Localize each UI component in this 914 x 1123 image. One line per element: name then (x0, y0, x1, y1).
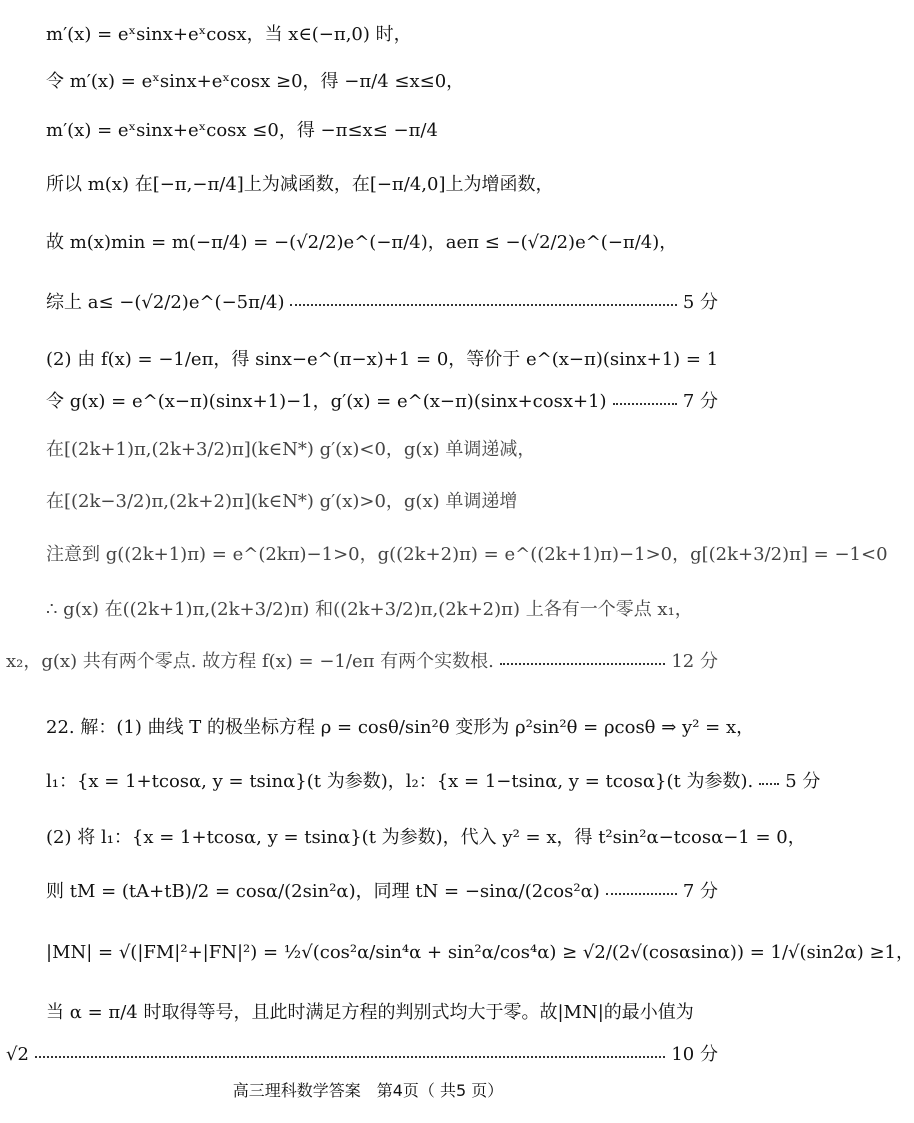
line-11: 注意到 g((2k+1)π) = e^(2kπ)−1>0，g((2k+2)π) = e^((2k+1)π)−1>0，g[(2k+3/2)π] = −1<0 (46, 544, 888, 565)
page-footer: 高三理科数学答案 第4页（ 共5 页） (232, 1081, 504, 1100)
leader-dots (500, 659, 665, 665)
leader-dots (290, 300, 676, 306)
line-13: x₂，g(x) 共有两个零点. 故方程 f(x) = −1/eπ 有两个实数根. 12 分 (6, 651, 718, 672)
leader-dots (613, 399, 677, 405)
score-label: 7 分 (682, 881, 718, 902)
line-8: 令 g(x) = e^(x−π)(sinx+1)−1，g′(x) = e^(x−π)(sinx+cosx+1) 7 分 (46, 391, 718, 412)
line-10: 在[(2k−3/2)π,(2k+2)π](k∈N*) g′(x)>0，g(x) 单调递增 (46, 491, 518, 512)
line-17: 则 tM = (tA+tB)/2 = cosα/(2sin²α)，同理 tN = −sinα/(2cos²α) 7 分 (46, 881, 718, 902)
score-label: 5 分 (785, 771, 821, 792)
line-18: |MN| = √(|FM|²+|FN|²) = ½√(cos²α/sin⁴α + sin²α/cos⁴α) ≥ √2/(2√(cosαsinα)) = 1/√(sin2α) ≥1， (46, 942, 914, 963)
line-5: 故 m(x)min = m(−π/4) = −(√2/2)e^(−π/4)，aeπ ≤ −(√2/2)e^(−π/4)， (46, 232, 678, 253)
line-9: 在[(2k+1)π,(2k+3/2)π](k∈N*) g′(x)<0，g(x) 单调递减， (46, 439, 536, 460)
line-14: 22. 解：(1) 曲线 T 的极坐标方程 ρ = cosθ/sin²θ 变形为 ρ²sin²θ = ρcosθ ⇒ y² = x， (46, 717, 755, 738)
line-20: √2 10 分 (6, 1044, 718, 1065)
line-7: (2) 由 f(x) = −1/eπ，得 sinx−e^(π−x)+1 = 0，等价于 e^(x−π)(sinx+1) = 1 (46, 349, 719, 370)
leader-dots (759, 779, 779, 785)
line-3: m′(x) = eˣsinx+eˣcosx ≤0，得 −π≤x≤ −π/4 (46, 120, 438, 141)
line-15: l₁：{x = 1+tcosα, y = tsinα}(t 为参数)，l₂：{x = 1−tsinα, y = tcosα}(t 为参数). 5 分 (46, 771, 821, 792)
score-label: 5 分 (682, 292, 718, 313)
leader-dots (35, 1052, 665, 1058)
line-6: 综上 a≤ −(√2/2)e^(−5π/4) 5 分 (46, 292, 718, 313)
leader-dots (606, 889, 677, 895)
line-12: ∴ g(x) 在((2k+1)π,(2k+3/2)π) 和((2k+3/2)π,(2k+2)π) 上各有一个零点 x₁， (46, 599, 693, 620)
line-2: 令 m′(x) = eˣsinx+eˣcosx ≥0，得 −π/4 ≤x≤0， (46, 71, 465, 92)
line-1: m′(x) = eˣsinx+eˣcosx，当 x∈(−π,0) 时， (46, 24, 412, 45)
score-label: 10 分 (671, 1044, 718, 1065)
score-label: 12 分 (671, 651, 718, 672)
line-16: (2) 将 l₁：{x = 1+tcosα, y = tsinα}(t 为参数)，代入 y² = x，得 t²sin²α−tcosα−1 = 0， (46, 827, 806, 848)
line-19: 当 α = π/4 时取得等号，且此时满足方程的判别式均大于零。故|MN|的最小值为 (46, 1002, 694, 1023)
score-label: 7 分 (682, 391, 718, 412)
line-4: 所以 m(x) 在[−π,−π/4]上为减函数，在[−π/4,0]上为增函数， (46, 174, 554, 195)
